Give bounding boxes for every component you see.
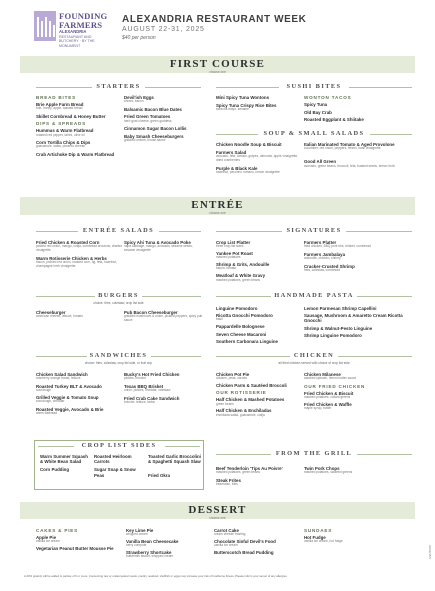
category-title: STARTERS — [36, 83, 201, 90]
menu-item — [304, 466, 404, 475]
item-description: sourdough, cheddar — [36, 399, 65, 404]
item-name: Purple & Black Kale — [216, 166, 258, 172]
category-title: HANDMADE PASTA — [216, 292, 412, 299]
menu-item — [36, 102, 116, 111]
item-description: mashed potatoes — [216, 255, 241, 260]
footer-note: A 20% gratuity will be added to parties of 6 or more. Consuming raw or undercooked meats, poultry, seafood, shellfish or eggs may increase your risk of foodborne illness. Please inform your server of any allergies. — [24, 574, 288, 578]
menu-item — [304, 402, 404, 411]
item-description: brioche, lettuce, tartar — [124, 400, 155, 405]
item-description: sriracha mayo, sesame — [216, 106, 249, 111]
item-name: Shrimp & Grits, Andouille — [216, 262, 270, 268]
menu-item — [304, 391, 404, 400]
menu-item — [216, 95, 304, 100]
item-description: roasted red pepper, tahini, olive oil — [36, 132, 85, 137]
item-name: Roasted Veggie, Avocado & Brie — [36, 406, 104, 412]
item-name: Fried Chicken & Roasted Corn — [36, 240, 100, 245]
item-name: Toasted Garlic Broccolini & Spaghetti Squash Slaw — [148, 454, 201, 465]
item-description: avocado, green beans, broccoli, feta, toasted seeds, lemon herb — [304, 163, 395, 168]
menu-item — [304, 159, 404, 168]
item-name: Roasted Heirloom Carrots — [94, 454, 132, 465]
item-name: Bucky's Hot Fried Chicken — [124, 372, 180, 377]
item-name: Fried Chicken & Biscuit — [304, 390, 354, 396]
menu-item — [216, 397, 302, 406]
category-title: ENTRÉE SALADS — [36, 227, 201, 234]
menu-item — [216, 313, 302, 322]
logo-line-2: FARMERS — [59, 19, 103, 30]
item-name: Skillet Cornbread & Honey Butter — [36, 113, 106, 119]
course-note: choose one — [209, 210, 226, 215]
item-name: Roasted Eggplant & Shiitake — [304, 117, 364, 123]
item-name: Yankee Pot Roast — [216, 251, 253, 257]
menu-item — [36, 310, 122, 319]
menu-item — [36, 140, 116, 149]
item-description: vanilla ice cream — [36, 539, 60, 544]
item-description: cream cheese frosting — [214, 532, 246, 537]
item-name: Key Lime Pie — [126, 528, 154, 533]
item-name: Hummus & Warm Flatbread — [36, 128, 94, 134]
menu-item — [304, 535, 404, 544]
menu-item — [304, 306, 404, 311]
category-title: CROP LIST SIDES — [38, 442, 200, 449]
item-description: warm flatbread — [36, 411, 58, 415]
course-band — [20, 197, 415, 215]
item-name: Pub Bacon Cheeseburger — [124, 310, 178, 315]
menu-item — [36, 114, 116, 119]
menu-item — [40, 454, 92, 464]
menu-item — [124, 126, 204, 131]
menu-item — [216, 251, 302, 260]
menu-item — [216, 466, 302, 475]
item-name: Chicken Milanese — [304, 372, 341, 377]
menu-item — [36, 256, 124, 269]
item-description: bacon, pickled red onion, roasted corn, fig, feta, hazelnut, champagne herb vinaigrette — [36, 260, 117, 268]
item-name: Warm Summer Squash & White Bean Salad — [40, 454, 88, 465]
item-description: andouille, chicken, shrimp — [304, 256, 341, 261]
item-name: Chicken Parm & Sautéed Broccoli — [216, 383, 287, 389]
item-description: vanilla ice cream, hot fudge — [304, 539, 343, 544]
menu-item — [216, 262, 302, 271]
subheading: DIPS & SPREADS — [36, 121, 86, 127]
item-description: béarnaise, fries — [216, 482, 238, 487]
menu-item — [304, 264, 404, 273]
item-description: napa cabbage, mango, avocado, sesame seeds, sesame vinaigrette — [124, 244, 193, 252]
item-name: Fried Crab Cake Sandwich — [124, 396, 180, 402]
category-title: CHICKEN — [216, 352, 412, 359]
item-name: Crop List Platter — [216, 240, 251, 245]
item-name: Texas BBQ Brisket — [124, 384, 164, 390]
logo-wordmark — [59, 12, 107, 29]
category-title: SANDWICHES — [36, 352, 201, 359]
item-name: Spicy Tuna Crispy Rice Bites — [216, 102, 277, 108]
menu-item — [40, 467, 92, 472]
item-name: Fried Okra — [148, 472, 170, 478]
item-description: chicken, peas, carrots — [216, 376, 248, 381]
item-name: Good All Green — [304, 159, 337, 165]
item-name: Half Chicken & Enchiladas — [216, 408, 272, 414]
menu-item — [304, 326, 404, 331]
subheading: OUR FRIED CHICKEN — [304, 383, 366, 389]
item-description: griddled onions, house sauce — [124, 137, 166, 142]
item-description: cranberry orange bread, lettuce — [36, 376, 81, 381]
menu-item — [304, 102, 404, 107]
item-name: Chicken Pot Pie — [216, 372, 250, 377]
subheading: OUR ROTISSERIE — [216, 390, 267, 396]
item-description: green beans — [216, 401, 234, 406]
menu-item — [36, 152, 116, 157]
price: $40 per person — [122, 35, 156, 41]
item-description: chives, bacon — [124, 99, 144, 104]
item-description: onion, pickles, cheddar, coleslaw — [124, 388, 171, 393]
subheading: CAKES & PIES — [36, 528, 79, 533]
item-description: griddled mushroom & onion, pickled peppers, spicy pub sauce — [124, 314, 203, 322]
item-name: Half Chicken & Mashed Potatoes — [216, 397, 285, 403]
item-name: Vanilla Bean Cheesecake — [126, 539, 179, 545]
item-name: Cinnamon Sugar Bacon Lollis — [124, 125, 187, 131]
menu-item — [214, 550, 300, 555]
subheading: BREAD BITES — [36, 95, 76, 100]
item-name: Butterscotch Bread Pudding — [214, 550, 274, 556]
menu-item — [216, 150, 304, 163]
item-name: Chicken Salad Sandwich — [36, 372, 88, 377]
item-name: Farmers Platter — [304, 240, 337, 245]
menu-item — [124, 240, 204, 253]
menu-item — [216, 240, 302, 249]
menu-item — [124, 95, 204, 104]
item-name: Grilled Veggie & Tomato Soup — [36, 395, 99, 401]
item-name: Vegetarian Peanut Butter Mousse Pie — [36, 546, 114, 552]
item-description: fried chicken, BBQ pork ribs, brisket, cornbread — [304, 244, 371, 249]
restaurant-logo — [34, 11, 106, 51]
menu-item — [36, 128, 116, 137]
menu-item — [214, 528, 300, 537]
menu-item — [126, 528, 212, 537]
item-name: Linguine Pomodoro — [216, 306, 258, 311]
item-description: avocado, feta, tomato, grapes, almonds, apple vinaigrette, dried cranberries — [216, 154, 299, 163]
item-description: three crop list sides — [216, 244, 244, 249]
item-description: guacamole, salsa, pimento cheese — [36, 144, 86, 149]
item-name: Sausage, Mushroom & Amaretto Cream Ricotta Gnocchi — [304, 313, 403, 324]
menu-item — [216, 324, 302, 329]
item-name: Shrimp & Walnut-Pesto Linguine — [304, 325, 373, 331]
item-name: Meatloaf & White Gravy — [216, 273, 266, 279]
menu-item — [126, 550, 212, 559]
menu-item — [36, 384, 122, 393]
menu-item — [148, 454, 202, 464]
item-name: Strawberry Shortcake — [126, 550, 172, 556]
menu-item — [36, 395, 122, 404]
item-name: Crab Artichoke Dip & Warm Flatbread — [36, 151, 115, 157]
menu-item — [216, 339, 302, 344]
menu-item — [124, 134, 204, 143]
menu-item — [124, 396, 204, 405]
item-name: Sugar Snap & Snow Peas — [94, 467, 136, 478]
menu-item — [216, 273, 302, 282]
course-band — [20, 56, 415, 73]
menu-item — [36, 240, 124, 253]
item-name: Corn Pudding — [40, 467, 70, 473]
course-note: choose one — [209, 515, 226, 520]
item-description: whipped cream — [126, 532, 148, 537]
item-name: Old Bay Crab — [304, 109, 332, 115]
menu-item — [304, 313, 404, 323]
logo-line-3: ALEXANDRIA — [59, 29, 87, 34]
logo-line-1: FOUNDING — [59, 11, 108, 21]
menu-item — [216, 166, 304, 175]
item-name: Cracker-Crusted Shrimp — [304, 264, 355, 270]
logo-tagline-text: RESTAURANT AND BUTCHERY · BY THE MONUMENT — [59, 34, 95, 48]
subheading: SUNDAES — [304, 528, 333, 533]
item-description: berry compote — [126, 543, 147, 548]
item-description: enchilada salad, guacamole, cotija — [216, 412, 265, 417]
category-note: choice: fries, coleslaw, crop list side, or fruit cup — [84, 361, 153, 365]
item-description: mashed potatoes, green beans — [216, 277, 260, 282]
item-description: mashed potatoes, green beans — [216, 470, 260, 475]
category-note: all fried chicken served with choice of crop list side — [278, 361, 350, 365]
item-description: herb goat cheese, green goddess — [124, 118, 172, 123]
item-name: Balsamic Bacon Blue Dates — [124, 106, 182, 112]
subheading: WONTON TACOS — [304, 95, 352, 100]
course-title: FIRST COURSE — [169, 57, 266, 70]
logo-tagline — [59, 30, 107, 48]
menu-item — [216, 332, 302, 337]
item-description: sourdough — [36, 387, 52, 392]
item-description: sautéed spinach, lemon butter sauce — [304, 376, 357, 381]
menu-item — [216, 383, 302, 388]
item-name: Shrimp Linguine Pomodoro — [304, 332, 362, 338]
item-description: cucumber, red onion, peppers, fennel, basil vinaigrette — [304, 146, 381, 151]
item-name: Farmers Salad — [216, 150, 247, 156]
category-title: BURGERS — [36, 292, 201, 299]
category-title: SUSHI BITES — [216, 83, 412, 90]
item-name: Beef Tenderloin 'Tips Au Poivre' — [216, 466, 283, 471]
item-name: Southern Carbonara Linguine — [216, 338, 278, 344]
item-description: pickled red onion, mango, cotija, cornbread croutons, cilantro vinaigrette — [36, 244, 123, 252]
item-name: Hot Fudge — [304, 535, 326, 540]
item-description: basil — [216, 317, 223, 322]
item-name: Ricotta Gnocchi Pomodoro — [216, 313, 273, 319]
menu-item — [36, 535, 122, 544]
item-name: Spicy Tuna — [304, 102, 328, 107]
item-name: Pappardelle Bolognese — [216, 324, 265, 330]
item-description: vanilla ice cream — [214, 543, 238, 548]
menu-item — [126, 539, 212, 548]
logo-icon — [34, 11, 56, 41]
menu-item — [36, 407, 122, 416]
item-name: Fried Chicken & Waffle — [304, 402, 352, 408]
item-name: Cheeseburger — [36, 310, 66, 315]
menu-item — [304, 240, 404, 249]
item-description: buttermilk biscuit, whipped cream — [126, 554, 174, 559]
category-note: choice: fries, coleslaw, crop list side — [93, 301, 144, 305]
item-name: Seven Cheese Macaroni — [216, 331, 267, 337]
item-description: hazelnut, pecorino romano, lemon vinaigrette — [216, 170, 280, 175]
item-description: brie, honey, apple, toasted bread — [36, 106, 83, 111]
menu-item — [304, 252, 404, 261]
menu-item — [94, 454, 146, 464]
item-name: Chicken Noodle Soup & Biscuit — [216, 142, 282, 147]
item-description: mashed potatoes, sautéed greens — [304, 470, 353, 475]
footer-code: AWRW0825 — [428, 545, 431, 560]
menu-item — [148, 473, 202, 478]
item-name: Lemon Parmesan Shrimp Capellini — [304, 306, 377, 311]
item-name: Warm Rotisserie Chicken & Herbs — [36, 256, 107, 261]
item-name: Devil'ish Eggs — [124, 95, 154, 100]
item-name: Twin Pork Chops — [304, 466, 340, 471]
item-description: mashed potatoes, collard greens — [304, 394, 351, 399]
menu-item — [124, 107, 204, 112]
menu-item — [36, 372, 122, 381]
menu-item — [304, 333, 404, 338]
menu-item — [216, 408, 302, 417]
item-name: Brie Apple Farm Bread — [36, 102, 84, 107]
item-name: Roasted Turkey BLT & Avocado — [36, 383, 102, 389]
menu-item — [36, 546, 122, 551]
item-name: Spicy Ahi Tuna & Avocado Poke — [124, 240, 191, 245]
page-title: ALEXANDRIA RESTAURANT WEEK — [122, 14, 307, 25]
item-description: fries, coleslaw, cornbread — [304, 268, 340, 273]
menu-item — [304, 117, 404, 122]
category-title: FROM THE GRILL — [216, 450, 412, 457]
item-name: Corn Tortilla Chips & Dips — [36, 139, 91, 145]
menu-item — [304, 142, 404, 151]
menu-item — [216, 306, 302, 311]
menu-item — [304, 372, 404, 381]
event-dates: AUGUST 22-31, 2025 — [122, 26, 205, 33]
menu-item — [304, 110, 404, 115]
item-description: maple syrup, butter — [304, 406, 332, 411]
menu-item — [124, 114, 204, 123]
menu-item — [94, 467, 146, 477]
item-name: Apple Pie — [36, 535, 57, 540]
item-description: american cheese, lettuce, tomato — [36, 314, 83, 319]
menu-item — [214, 539, 300, 548]
item-name: Fried Green Tomatoes — [124, 114, 171, 120]
menu-item — [124, 310, 204, 323]
menu-item — [216, 142, 304, 147]
item-name: Chocolate Sinful Devil's Food — [214, 539, 276, 545]
item-description: bacon, tomato — [216, 266, 237, 271]
course-title: DESSERT — [188, 503, 247, 516]
item-name: Carrot Cake — [214, 528, 239, 533]
menu-item — [124, 372, 204, 381]
menu-item — [216, 372, 302, 381]
item-description: pickles, brioche — [124, 376, 146, 381]
category-title: SOUP & SMALL SALADS — [216, 130, 412, 137]
course-note: choose one — [209, 69, 226, 74]
menu-item — [124, 384, 204, 393]
item-name: Farmers Jambalaya — [304, 252, 346, 258]
item-name: Baby Smash Cheeseburgers — [124, 133, 184, 139]
course-band — [20, 502, 415, 519]
category-title: SIGNATURES — [216, 227, 412, 234]
menu-item — [216, 478, 302, 487]
menu-item — [216, 103, 304, 112]
course-title: ENTRÉE — [191, 198, 244, 211]
item-name: Steak Frites — [216, 478, 241, 484]
item-name: Mini Spicy Tuna Wontons — [216, 95, 270, 100]
item-name: Italian Marinated Tomato & Aged Provolone — [304, 142, 395, 147]
